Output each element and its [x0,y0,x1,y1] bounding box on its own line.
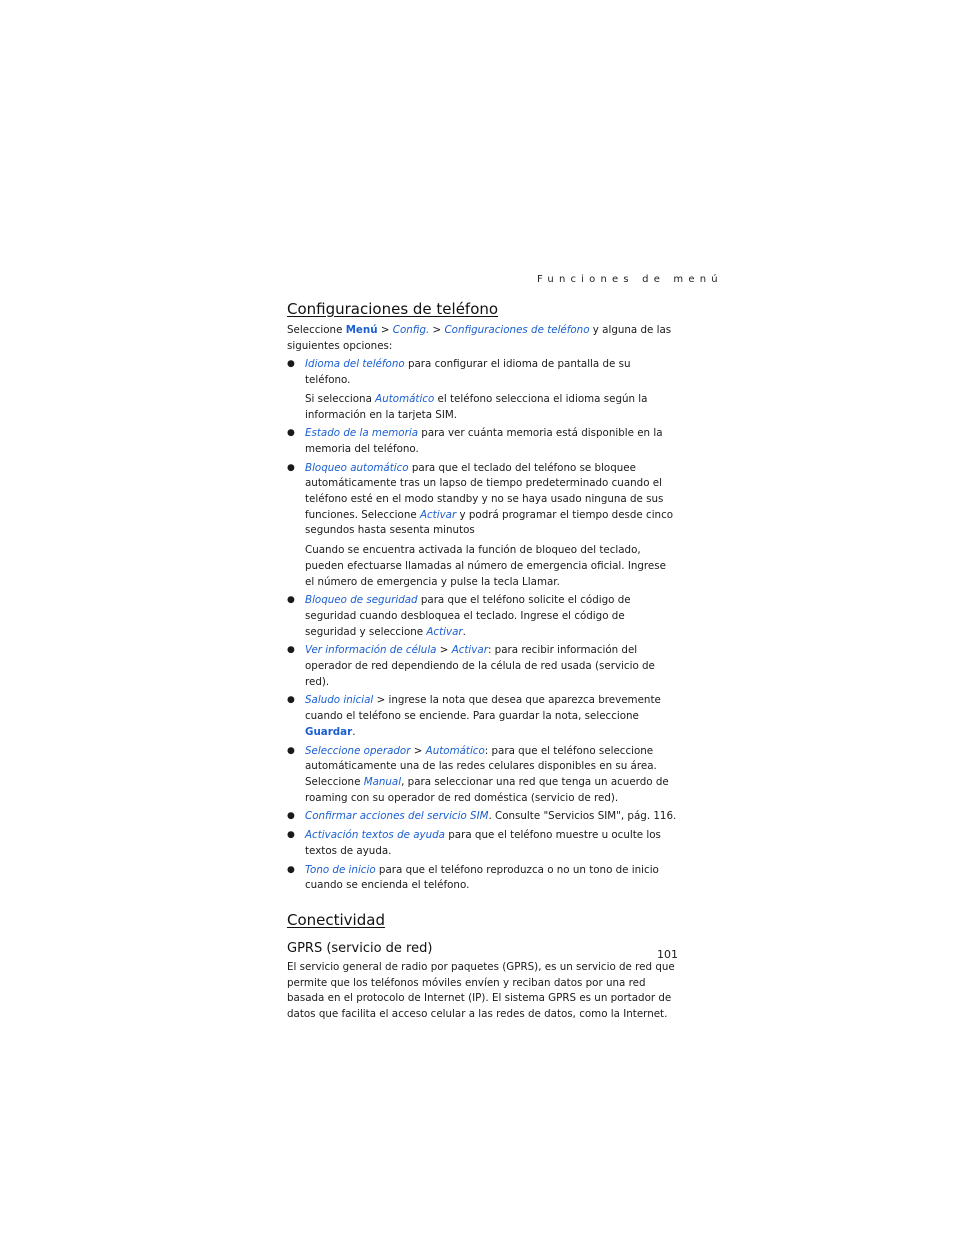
phone-settings-option: Configuraciones de teléfono [444,324,590,336]
option-activate: Activar [419,508,457,521]
option-phone-language: Idioma del teléfono [305,358,405,371]
page-number: 101 [657,948,678,961]
option-manual: Manual [363,775,402,788]
list-item [287,863,677,894]
list-item [287,809,677,825]
item-text: > ingrese la nota que desea que aparezca brevemente cuando el teléfono se enciende. Para guardar la nota, seleccione [305,694,661,723]
option-activate: Activar [426,625,463,638]
list-item [287,426,677,457]
item-text: para que el teléfono reproduzca o no un tono de inicio cuando se encienda el teléfono. [305,863,659,892]
item-text: y podrá programar el tiempo desde cinco segundos hasta sesenta minutos [305,508,674,537]
section-title-phone-settings: Configuraciones de teléfono [287,300,499,318]
config-option: Config. [392,324,430,336]
option-confirm-sim-actions: Confirmar acciones del servicio SIM [305,810,489,823]
options-list [287,357,677,894]
item-text: Si selecciona [305,392,376,405]
subsection-title-gprs: GPRS (servicio de red) [287,940,433,956]
item-text: para que el teléfono muestre u oculte los textos de ayuda. [305,829,661,857]
item-text: : para que el teléfono seleccione automáticamente una de las redes celulares disponibles en su área. Seleccione [305,744,657,788]
item-text: el teléfono selecciona el idioma según la información en la tarjeta SIM. [305,392,648,421]
bullet-icon: ● [287,595,295,606]
item-text: para que el teléfono solicite el código de seguridad cuando desbloquea el teclado. Ingrese el código de seguridad y seleccione [305,594,631,638]
list-item [287,461,677,591]
menu-keyword: Menú [345,324,378,336]
item-text: . Consulte "Servicios SIM", pág. 116. [488,810,677,823]
option-security-keyguard: Bloqueo de seguridad [305,594,418,607]
path-separator: > [410,744,426,757]
bullet-icon: ● [287,695,295,706]
list-item [287,693,677,740]
option-cell-info: Ver información de célula [305,644,437,657]
gprs-paragraph: El servicio general de radio por paquetes (GPRS), es un servicio de red que permite que los teléfonos móviles envíen y reciban datos por una red basada en el protocolo de Internet (IP). El sistema GPRS es un portador de datos que facilita el acceso celular a las redes de datos, como la Internet. [287,960,675,1021]
item-text: , para seleccionar una red que tenga un acuerdo de roaming con su operador de red doméstica (servicio de red). [305,775,669,804]
item-text: para ver cuánta memoria está disponible en la memoria del teléfono. [305,427,663,455]
item-text: : para recibir información del operador de red dependiendo de la célula de red usada (servicio de red). [305,644,655,688]
item-text: para configurar el idioma de pantalla de su teléfono. [305,358,631,387]
option-welcome-note: Saludo inicial [305,694,374,707]
bullet-icon: ● [287,811,295,822]
page-content [287,299,677,1023]
option-startup-tone: Tono de inicio [305,863,376,876]
path-separator: > [436,644,452,657]
list-item [287,828,677,859]
save-keyword: Guardar [305,725,353,738]
option-activate: Activar [451,644,488,657]
option-help-text: Activación textos de ayuda [305,829,445,842]
option-operator-selection: Seleccione operador [305,744,411,757]
running-header: Funciones de menú [537,274,723,285]
bullet-icon: ● [287,645,295,656]
item-text: . [462,625,466,638]
bullet-icon: ● [287,745,295,756]
section-title-connectivity: Conectividad [287,910,385,929]
item-text: . [352,725,356,738]
option-memory-status: Estado de la memoria [305,427,419,440]
list-item [287,744,677,807]
intro-text-end: y alguna de las siguientes opciones: [287,324,672,352]
list-item [287,643,677,690]
bullet-icon: ● [287,462,295,473]
bullet-icon: ● [287,428,295,439]
bullet-icon: ● [287,830,295,841]
item-subtext [305,392,677,423]
path-separator: > [429,324,445,336]
intro-text: Seleccione [287,324,346,336]
intro-paragraph [287,323,677,354]
bullet-icon: ● [287,864,295,875]
list-item [287,593,677,640]
item-text: para que el teclado del teléfono se bloquee automáticamente tras un lapso de tiempo predeterminado cuando el teléfono esté en el modo standby y no se haya usado ninguna de sus funciones. Seleccione [305,461,664,521]
bullet-icon: ● [287,359,295,370]
item-note: Cuando se encuentra activada la función de bloqueo del teclado, pueden efectuarse llamadas al número de emergencia oficial. Ingrese el número de emergencia y pulse la tecla Llamar. [305,544,666,588]
option-automatic: Automático [375,392,435,405]
option-automatic: Automático [425,744,485,757]
option-auto-keyguard: Bloqueo automático [305,461,409,474]
path-separator: > [377,324,393,336]
list-item [287,357,677,423]
